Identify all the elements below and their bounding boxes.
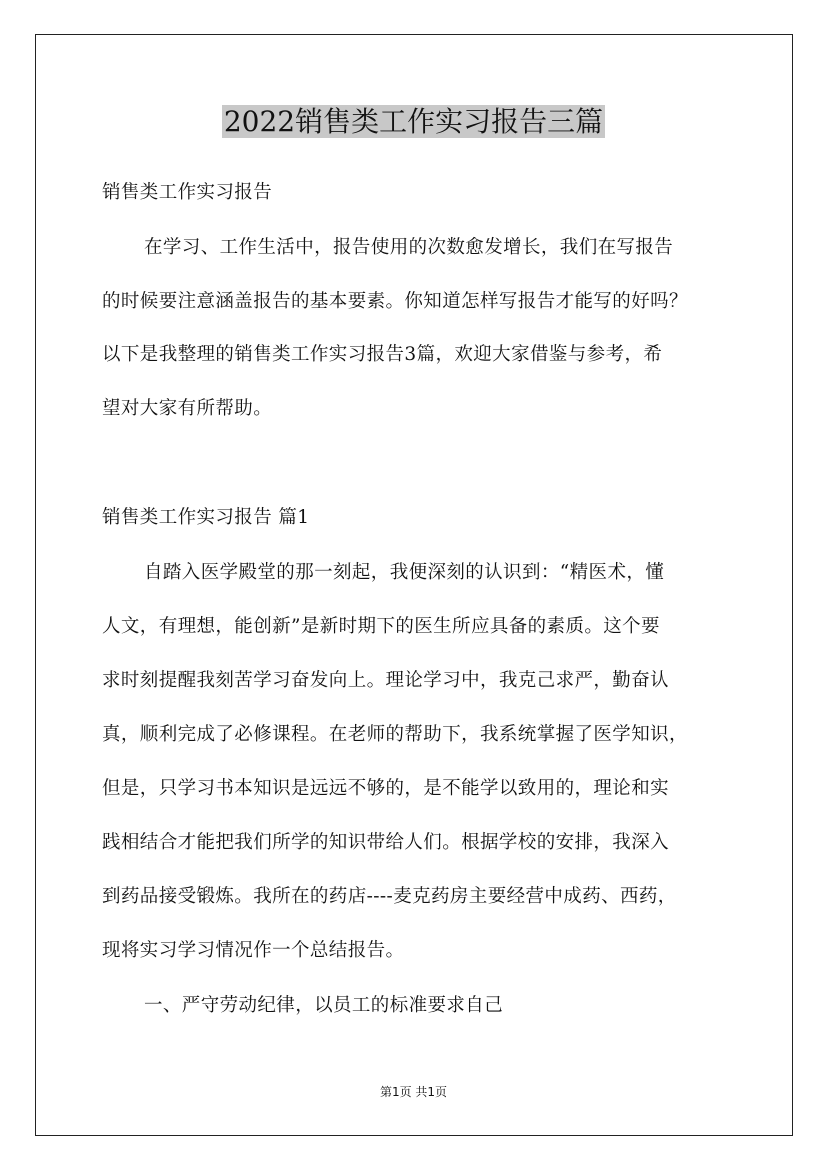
body-line: 自踏入医学殿堂的那一刻起，我便深刻的认识到：“精医术，懂 (144, 562, 665, 583)
intro-line: 的时候要注意涵盖报告的基本要素。你知道怎样写报告才能写的好吗？ (102, 291, 688, 312)
intro-line: 以下是我整理的销售类工作实习报告3篇，欢迎大家借鉴与参考，希 (102, 344, 663, 365)
section-heading: 销售类工作实习报告 (102, 182, 273, 203)
body-line: 但是，只学习书本知识是远远不够的，是不能学以致用的，理论和实 (102, 778, 670, 799)
body-line: 人文，有理想，能创新”是新时期下的医生所应具备的素质。这个要 (102, 616, 660, 637)
body-line: 真，顺利完成了必修课程。在老师的帮助下，我系统掌握了医学知识， (102, 724, 688, 745)
body-line: 践相结合才能把我们所学的知识带给人们。根据学校的安排，我深入 (102, 832, 670, 853)
document-title-text: 2022销售类工作实习报告三篇 (223, 105, 604, 138)
body-line: 到药品接受锻炼。我所在的药店----麦克药房主要经营中成药、西药， (102, 886, 677, 907)
intro-line: 在学习、工作生活中，报告使用的次数愈发增长，我们在写报告 (144, 237, 674, 258)
document-title (0, 100, 827, 144)
body-line: 求时刻提醒我刻苦学习奋发向上。理论学习中，我克己求严，勤奋认 (102, 670, 670, 691)
body-line: 现将实习学习情况作一个总结报告。 (102, 940, 405, 961)
part1-heading: 销售类工作实习报告 篇1 (102, 507, 310, 528)
intro-line: 望对大家有所帮助。 (102, 398, 273, 419)
subheading: 一、严守劳动纪律，以员工的标准要求自己 (144, 995, 504, 1016)
page-footer: 第1页 共1页 (379, 1085, 448, 1099)
